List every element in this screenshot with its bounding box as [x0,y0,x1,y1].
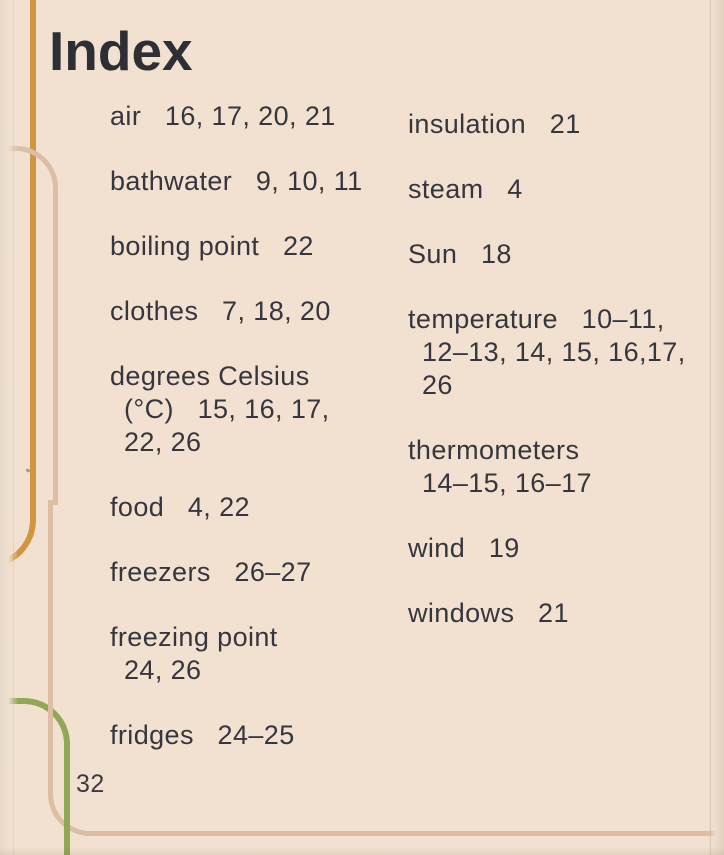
index-entry-bathwater [110,165,363,198]
tan-pipe-line-vertical [48,500,53,795]
index-entry-line: 12–13, 14, 15, 16,17, [422,337,686,367]
index-entry-line: freezers 26–27 [110,557,312,587]
index-entry-windows [408,597,686,630]
green-pipe-line [0,698,70,855]
index-entry-boiling-point [110,230,363,263]
index-entry-degrees-celsius [110,360,363,459]
page-title: Index [49,20,193,82]
index-entry-temperature [408,303,686,402]
index-left-column [110,100,363,784]
index-entry-line: 24, 26 [124,655,202,685]
index-entry-wind [408,532,686,565]
index-entry-line: 26 [422,370,453,400]
index-entry-thermometers [408,434,686,500]
index-entry-line: air 16, 17, 20, 21 [110,101,336,131]
tan-pipe-line-top-corner [0,146,58,505]
index-entry-line: temperature 10–11, [408,304,665,334]
index-entry-line: Sun 18 [408,239,512,269]
index-entry-insulation [408,108,686,141]
index-entry-clothes [110,295,363,328]
index-entry-line: food 4, 22 [110,492,250,522]
page-bottom-shadow [0,847,724,855]
index-entry-line: steam 4 [408,174,523,204]
index-entry-freezing-point [110,621,363,687]
index-entry-food [110,491,363,524]
index-entry-line: 14–15, 16–17 [422,468,592,498]
index-entry-line: degrees Celsius [110,361,310,391]
index-entry-line: 22, 26 [124,427,202,457]
index-entry-fridges [110,719,363,752]
index-right-column [408,108,686,662]
index-entry-freezers [110,556,363,589]
index-entry-line: insulation 21 [408,109,581,139]
index-entry-line: windows 21 [408,598,569,628]
index-entry-line: thermometers [408,435,580,465]
index-entry-line: boiling point 22 [110,231,314,261]
index-entry-sun [408,238,686,271]
index-entry-steam [408,173,686,206]
index-entry-line: freezing point [110,622,278,652]
index-entry-air [110,100,363,133]
index-entry-line: clothes 7, 18, 20 [110,296,331,326]
index-entry-line: bathwater 9, 10, 11 [110,166,363,196]
index-entry-line: fridges 24–25 [110,720,295,750]
index-entry-line: wind 19 [408,533,520,563]
page-number: 32 [76,770,105,798]
index-entry-line: (°C) 15, 16, 17, [124,394,330,424]
